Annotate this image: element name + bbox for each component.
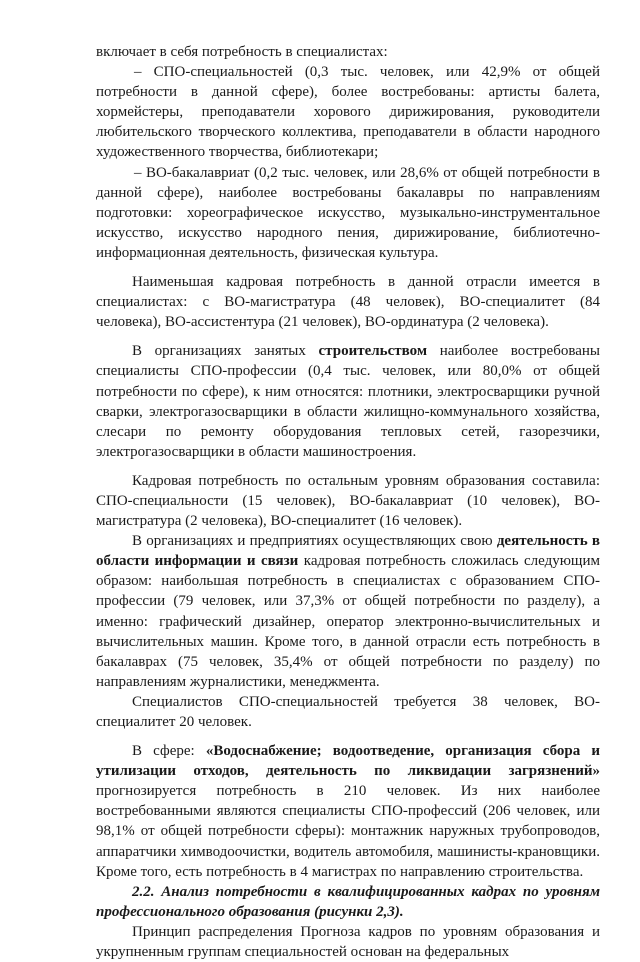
text-span: Специалистов СПО-специальностей требуется 38 человек, ВО-специалитет 20 человек. <box>96 693 600 730</box>
paragraph-spo-specialists <box>96 692 600 732</box>
paragraph-construction <box>96 341 600 462</box>
paragraph-info-communication <box>96 531 600 692</box>
text-span: В сфере: <box>132 743 206 760</box>
text-span: прогнозируется потребность в 210 человек. Из них наиболее востребованными являются специалисты СПО-профессий (206 человек, или 98,1% от общей потребности сферы): монтажник наружных трубопроводов, аппаратчики химводоочистки, водитель автомобиля, машинисты-крановщики. Кроме того, есть потребность в 4 магистрах по направлению строительства. <box>96 783 600 880</box>
list-item-vo-bachelor <box>96 163 600 263</box>
list-item-spo <box>96 62 600 162</box>
bold-term-info-communication: деятельность в области информации и связи <box>96 533 601 570</box>
paragraph-distribution-principle <box>96 922 600 962</box>
document-page <box>96 42 600 962</box>
text-span: Наименьшая кадровая потребность в данной отрасли имеется в специалистах: с ВО-магистратура (48 человек), ВО-специалитет (84 человека), ВО-ассистентура (21 человек), ВО-ординатура (2 человека). <box>96 274 600 331</box>
text-span: В организациях занятых <box>132 343 319 360</box>
text-span: наиболее востребованы специалисты СПО-профессии (0,4 тыс. человек, или 80,0% от общей потребности по сфере), к ним относятся: плотники, электросварщики ручной сварки, электрогазосварщики в области жилищно-коммунального хозяйства, слесари по ремонту оборудования тепловых сетей, газорезчики, электрогазосварщики в области машиностроения. <box>96 343 600 460</box>
paragraph-other-levels <box>96 471 600 531</box>
text-span: В организациях и предприятиях осуществляющих свою <box>132 533 497 550</box>
paragraph-min-demand <box>96 272 600 332</box>
text-span: 2.2. Анализ потребности в квалифицированных кадрах по уровням профессионального образования (рисунки 2,3). <box>96 883 600 920</box>
paragraph-water-supply <box>96 741 600 882</box>
text-span: – ВО-бакалавриат (0,2 тыс. человек, или 28,6% от общей потребности в данной сфере), наиболее востребованы бакалавры по направлениям подготовки: хореографическое искусство, музыкально-инструментальное искусство, искусство народного пения, дирижирование, библиотечно-информационная деятельность, физическая культура. <box>96 164 600 261</box>
section-heading <box>96 882 600 922</box>
text-span: включает в себя потребность в специалистах: <box>96 44 388 60</box>
text-span: – СПО-специальностей (0,3 тыс. человек, или 42,9% от общей потребности в данной сфере), более востребованы: артисты балета, хормейстеры, преподаватели хорового дирижирования, руководители любительского творческого коллектива, преподаватели в области народного художественного творчества, библиотекари; <box>96 64 600 161</box>
bold-term-water-supply: «Водоснабжение; водоотведение, организация сбора и утилизации отходов, деятельность по ликвидации загрязнений» <box>96 743 600 780</box>
text-span: Кадровая потребность по остальным уровням образования составила: СПО-специальности (15 человек), ВО-бакалавриат (10 человек), ВО-магистратура (2 человека), ВО-специалитет (16 человек). <box>96 472 600 530</box>
paragraph-intro <box>96 42 600 62</box>
text-span: кадровая потребность сложилась следующим образом: наибольшая потребность в специалистах с образованием СПО-профессии (79 человек, или 37,3% от общей потребности по разделу), а именно: графический дизайнер, оператор электронно-вычислительных и вычислительных машин. Кроме того, в данной отрасли есть потребность в бакалаврах (75 человек, 35,4% от общей потребности по разделу) по направлениям журналистики, менеджмента. <box>96 553 600 690</box>
bold-term-construction: строительством <box>318 343 428 360</box>
text-span: Принцип распределения Прогноза кадров по уровням образования и укрупненным группам специальностей основан на федеральных <box>96 923 600 961</box>
